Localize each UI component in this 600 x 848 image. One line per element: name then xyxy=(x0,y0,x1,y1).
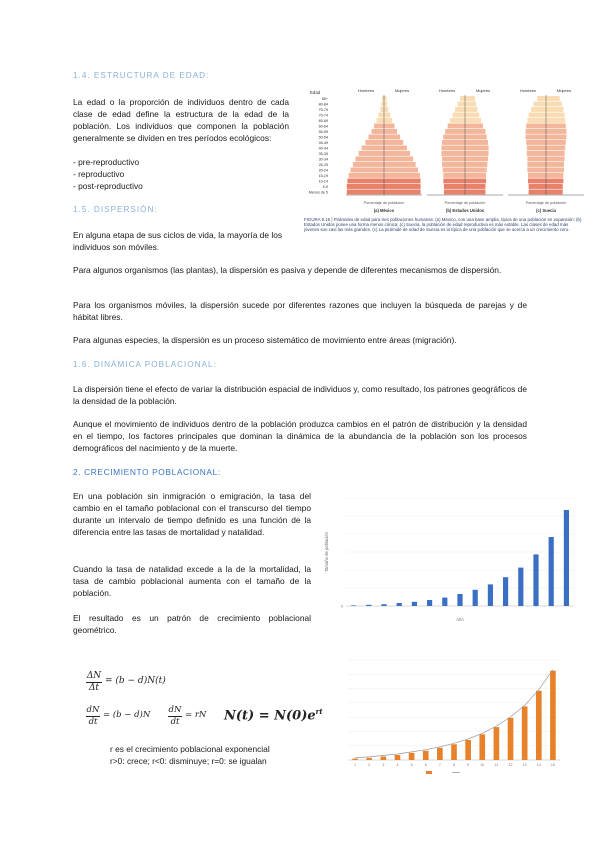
pyramid-bar-female xyxy=(546,179,563,184)
pyramid-bar-female xyxy=(546,113,565,118)
pyramid-bar-female xyxy=(384,113,390,118)
pyramid-bar-female xyxy=(546,129,566,134)
pyramid-bar-female xyxy=(546,124,566,129)
pyramid-bar-male xyxy=(353,162,384,167)
pyramid-bar-female xyxy=(546,190,563,195)
pyramid-bar-female xyxy=(465,113,479,118)
dynamics-paragraph-2: Aunque el movimiento de individuos dentro de la población produzca cambios en el patrón de distribución y la densidad en el tiempo, los factores principales que dominan la dinámica de la abundancia de la población son los procesos demográficos del nacimiento y de la muerte. xyxy=(73,419,527,453)
chart2-bar xyxy=(550,671,556,760)
pyramid-bar-male xyxy=(359,151,384,156)
chart2-bar xyxy=(508,718,514,760)
period-item: - pre-reproductivo xyxy=(73,157,140,167)
pyramid-bar-female xyxy=(465,124,483,129)
growth-paragraph-1: En una población sin inmigración o emigración, la tasa del cambio en el tamaño poblacional con el transcurso del tiempo durante un intervalo de tiempo definido es una función de la diferencia entre las tasas de mortalidad y natalidad. xyxy=(73,491,311,537)
chart2-bar xyxy=(479,734,485,760)
age-tick-label: 45-49 xyxy=(318,141,328,146)
equation-continuous xyxy=(86,705,166,729)
pyramid-bar-male xyxy=(453,113,465,118)
chart1-bar xyxy=(366,605,371,606)
pyramid-bar-male xyxy=(374,124,384,129)
pyramid-bar-female xyxy=(465,179,486,184)
eq2-denominator: dt xyxy=(88,717,98,727)
chart1-y-tick-label: 0 xyxy=(340,603,343,609)
pyramid-bar-female xyxy=(465,151,489,156)
pyramid-bar-male xyxy=(458,102,465,107)
ecological-periods-list xyxy=(73,156,143,192)
pyramid-bar-male xyxy=(529,190,546,195)
pyramid-bar-female xyxy=(546,140,566,145)
pyramid-x-axis-label: Porcentaje de población xyxy=(363,201,405,205)
pyramid-bar-male xyxy=(526,140,546,145)
age-tick-label: 70-74 xyxy=(318,113,328,118)
pyramid-bar-male xyxy=(349,173,384,178)
pyramid-left-label: Hombres xyxy=(519,88,537,93)
pyramid-bar-male xyxy=(369,135,385,140)
pyramid-bar-female xyxy=(384,190,421,195)
chart2-bar xyxy=(352,759,358,760)
pyramid-bar-female xyxy=(465,118,481,123)
pyramid-bar-male xyxy=(460,96,465,101)
eq4-exponent: rt xyxy=(315,707,323,716)
exponential-growth-bar-chart xyxy=(334,654,580,778)
age-tick-label: 5-9 xyxy=(322,185,328,190)
eq2-numerator: dN xyxy=(86,705,100,715)
pyramid-bar-male xyxy=(378,113,384,118)
pyramid-bar-male xyxy=(448,124,465,129)
chart2-x-tick-label: 7 xyxy=(438,763,441,767)
chart2-x-tick-label: 13 xyxy=(522,763,527,767)
eq3-rhs: = rN xyxy=(185,710,207,720)
pyramid-bar-male xyxy=(444,190,465,195)
age-tick-label: 65-69 xyxy=(318,119,328,124)
age-pyramids-figure xyxy=(304,82,586,216)
eq1-rhs: = (b − d)N(t) xyxy=(105,676,166,686)
pyramid-bar-male xyxy=(528,179,546,184)
pyramid-bar-male xyxy=(351,168,384,173)
age-tick-label: 10-14 xyxy=(318,179,328,184)
pyramid-bar-male xyxy=(537,96,546,101)
pyramid-bar-female xyxy=(546,184,563,189)
pyramid-right-label: Mujeres xyxy=(556,88,572,93)
pyramid-bar-male xyxy=(528,173,546,178)
chart1-bar xyxy=(442,598,447,606)
pyramid-bar-female xyxy=(465,184,485,189)
pyramid-bar-male xyxy=(527,146,546,151)
chart2-x-tick-label: 4 xyxy=(396,763,399,767)
chart1-bar xyxy=(412,602,417,606)
section-heading-1-6: 1.6. DINÁMICA POBLACIONAL: xyxy=(73,360,217,369)
pyramid-bar-female xyxy=(384,173,420,178)
pyramid-caption: (c) Suecia xyxy=(536,208,556,213)
growth-rate-note: r es el crecimiento poblacional exponencial xyxy=(110,744,270,754)
equation-rN xyxy=(168,705,218,729)
equation-discrete xyxy=(86,671,196,695)
age-tick-label: 55-59 xyxy=(318,130,328,135)
equation-exponential xyxy=(224,707,323,723)
chart2-x-tick-label: 11 xyxy=(494,763,499,767)
chart2-bar xyxy=(494,727,500,760)
pyramid-bar-male xyxy=(526,129,546,134)
pyramid-bar-female xyxy=(465,146,489,151)
chart2-x-tick-label: 10 xyxy=(480,763,485,767)
pyramid-bar-male xyxy=(380,107,384,112)
pyramid-bar-male xyxy=(527,162,546,167)
pyramid-bar-female xyxy=(384,129,397,134)
period-item: - reproductivo xyxy=(73,169,125,179)
pyramid-left-label: Hombres xyxy=(438,88,456,93)
chart1-x-axis-title: Año xyxy=(456,617,464,622)
eq3-numerator: dN xyxy=(168,705,182,715)
pyramid-bar-male xyxy=(529,113,546,118)
pyramid-bar-male xyxy=(526,124,546,129)
dispersion-paragraph-3: Para los organismos móviles, la dispersión sucede por diferentes razones que incluyen la búsqueda de parejas y de hábitat libres. xyxy=(73,300,527,322)
age-tick-label: 30-34 xyxy=(318,157,328,162)
pyramid-bar-female xyxy=(465,129,485,134)
chart2-bar xyxy=(536,691,542,760)
pyramid-bar-female xyxy=(465,157,488,162)
pyramid-bar-female xyxy=(465,168,487,173)
pyramid-figure-caption: FIGURA 9.15 | Pirámides de edad para tres poblaciones humanas: (a) México, con una base amplia, típica de una población en expansión; (b) Estados Unidos posee una forma menos cónica; (c) Suecia, la población de edad reproductiva es más estable. Las clases de edad más jóvenes son casi las más grandes. (c) La pirámide de edad de Suecia es la típica de una población que se acerca a un crecimiento cero. xyxy=(304,217,582,233)
chart1-bar xyxy=(457,594,462,606)
section-heading-1-4: 1.4. ESTRUCTURA DE EDAD: xyxy=(73,71,210,80)
chart1-bar xyxy=(381,604,386,606)
chart2-x-tick-label: 1 xyxy=(354,763,357,767)
pyramid-bar-male xyxy=(347,184,384,189)
pyramid-bar-female xyxy=(546,162,564,167)
pyramid-bar-male xyxy=(441,146,465,151)
pyramid-bar-male xyxy=(382,96,384,101)
pyramid-x-axis-label: Porcentaje de población xyxy=(444,201,486,205)
pyramid-bar-male xyxy=(382,102,384,107)
age-tick-label: 75-79 xyxy=(318,108,328,113)
chart1-bar xyxy=(473,590,478,606)
pyramid-bar-male xyxy=(527,157,546,162)
pyramid-bar-female xyxy=(384,151,410,156)
age-tick-label: 25-29 xyxy=(318,163,328,168)
age-tick-label: 60-64 xyxy=(318,124,328,129)
pyramid-bar-female xyxy=(465,162,487,167)
pyramid-bar-male xyxy=(442,140,465,145)
chart1-bar xyxy=(549,537,554,606)
chart1-bar xyxy=(427,600,432,606)
pyramid-bar-male xyxy=(442,162,465,167)
pyramid-bar-female xyxy=(384,162,416,167)
chart2-x-tick-label: 6 xyxy=(424,763,427,767)
chart2-bar xyxy=(366,758,372,760)
pyramid-bar-male xyxy=(365,140,384,145)
eq2-rhs: = (b − d)N xyxy=(103,710,151,720)
chart2-x-tick-label: 3 xyxy=(382,763,385,767)
pyramid-bar-female xyxy=(546,107,563,112)
chart2-bar xyxy=(409,753,415,760)
pyramid-bar-female xyxy=(465,190,485,195)
pyramid-bar-female xyxy=(384,124,395,129)
chart1-bar xyxy=(351,605,356,606)
chart2-bar xyxy=(522,706,528,760)
pyramid-x-axis-label: Porcentaje de población xyxy=(525,201,567,205)
dispersion-paragraph-2: Para algunos organismos (las plantas), la dispersión es pasiva y depende de diferentes mecanismos de dispersión. xyxy=(73,265,502,275)
pyramid-bar-female xyxy=(384,135,400,140)
age-tick-label: 40-44 xyxy=(318,146,328,151)
pyramid-bar-female xyxy=(465,135,487,140)
eq1-numerator: ΔN xyxy=(86,671,102,681)
pyramid-left-label: Hombres xyxy=(357,88,375,93)
pyramid-right-label: Mujeres xyxy=(475,88,491,93)
pyramid-bar-female xyxy=(384,157,413,162)
pyramid-bar-male xyxy=(526,135,546,140)
chart1-y-axis-title: Tamaño de población xyxy=(324,532,329,572)
pyramid-bar-male xyxy=(347,190,384,195)
chart1-bar xyxy=(397,603,402,606)
eq3-denominator: dt xyxy=(170,717,180,727)
pyramid-bar-male xyxy=(372,129,384,134)
pyramid-bar-female xyxy=(465,102,476,107)
pyramid-bar-female xyxy=(546,157,565,162)
chart2-legend-swatch-bars xyxy=(426,771,432,774)
pyramid-bar-female xyxy=(546,135,566,140)
pyramid-right-label: Mujeres xyxy=(394,88,410,93)
pyramid-bar-male xyxy=(377,118,384,123)
chart1-bar xyxy=(503,577,508,606)
geometric-growth-bar-chart xyxy=(322,492,580,624)
chart1-bar xyxy=(564,510,569,606)
chart2-x-tick-label: 2 xyxy=(368,763,371,767)
pyramid-bar-female xyxy=(465,96,475,101)
chart1-bar xyxy=(518,568,523,606)
age-tick-label: 50-54 xyxy=(318,135,328,140)
chart2-x-tick-label: 5 xyxy=(410,763,413,767)
pyramid-bar-female xyxy=(465,173,486,178)
dynamics-paragraph-1: La dispersión tiene el efecto de variar la distribución espacial de individuos y, como resultado, los patrones geográficos de la densidad de la población. xyxy=(73,384,527,406)
chart2-bar xyxy=(381,756,387,760)
pyramid-bar-male xyxy=(355,157,384,162)
pyramid-bar-female xyxy=(384,96,386,101)
pyramid-bar-female xyxy=(384,184,421,189)
age-tick-label: 15-19 xyxy=(318,174,328,179)
age-structure-paragraph: La edad o la proporción de individuos dentro de cada clase de edad define la estructura de la edad de la población. Los individuos que componen la población generalmente se dividen en tres períodos ecológicos: xyxy=(73,97,289,143)
pyramid-bar-female xyxy=(546,102,562,107)
pyramid-bar-female xyxy=(546,168,564,173)
pyramid-bar-male xyxy=(527,118,546,123)
pyramid-bar-male xyxy=(443,173,465,178)
chart2-bar xyxy=(423,751,429,760)
pyramid-bar-male xyxy=(443,168,465,173)
pyramid-bar-male xyxy=(445,129,465,134)
dispersion-paragraph-1: En alguna etapa de sus ciclos de vida, la mayoría de los individuos son móviles. xyxy=(73,230,283,252)
chart2-bar xyxy=(451,744,457,760)
pyramid-bar-male xyxy=(347,179,384,184)
pyramid-bar-male xyxy=(444,184,465,189)
period-item: - post-reproductivo xyxy=(73,181,143,191)
pyramid-bar-female xyxy=(465,107,477,112)
chart2-x-tick-label: 14 xyxy=(536,763,541,767)
age-tick-label: 35-39 xyxy=(318,152,328,157)
pyramid-bar-male xyxy=(527,168,546,173)
pyramid-bar-male xyxy=(531,107,546,112)
age-tick-label: 85+ xyxy=(321,97,328,102)
pyramid-bar-male xyxy=(529,184,546,189)
pyramid-bar-female xyxy=(384,168,418,173)
chart2-bar xyxy=(437,748,443,760)
age-tick-label: 80-84 xyxy=(318,102,328,107)
age-tick-label: 20-24 xyxy=(318,168,328,173)
section-heading-2: 2. CRECIMIENTO POBLACIONAL: xyxy=(73,467,221,477)
pyramid-bar-female xyxy=(546,96,560,101)
chart2-bar xyxy=(465,740,471,760)
section-heading-1-5: 1.5. DISPERSIÓN: xyxy=(73,205,158,214)
pyramid-bar-male xyxy=(441,151,465,156)
pyramid-bar-female xyxy=(384,107,388,112)
pyramid-bar-female xyxy=(546,173,563,178)
pyramid-bar-female xyxy=(384,146,407,151)
pyramid-bar-female xyxy=(384,140,403,145)
chart2-x-tick-label: 15 xyxy=(550,763,555,767)
growth-rate-conditions: r>0: crece; r<0: disminuye; r=0: se igualan xyxy=(110,756,267,766)
pyramid-caption: (b) Estados Unidos xyxy=(445,208,485,213)
pyramid-bar-male xyxy=(443,135,465,140)
pyramid-bar-female xyxy=(546,151,565,156)
pyramid-bar-male xyxy=(443,179,465,184)
chart1-bar xyxy=(488,584,493,606)
pyramid-bar-male xyxy=(527,151,546,156)
pyramid-bar-female xyxy=(384,179,421,184)
chart2-x-tick-label: 9 xyxy=(467,763,470,767)
eq1-denominator: Δt xyxy=(88,683,100,693)
age-axis-title: Edad xyxy=(310,90,321,95)
pyramid-caption: (a) México xyxy=(373,208,395,213)
pyramid-bar-male xyxy=(455,107,465,112)
growth-paragraph-3: El resultado es un patrón de crecimiento poblacional geométrico. xyxy=(73,613,311,635)
chart2-x-tick-label: 8 xyxy=(453,763,455,767)
pyramid-bar-female xyxy=(384,118,392,123)
pyramid-bar-male xyxy=(450,118,465,123)
chart2-bar xyxy=(395,755,401,760)
pyramid-bar-female xyxy=(546,146,565,151)
pyramid-bar-female xyxy=(465,140,488,145)
chart2-x-tick-label: 12 xyxy=(508,763,513,767)
growth-paragraph-2: Cuando la tasa de natalidad excede a la de la mortalidad, la tasa de cambio poblacional aumenta con el tamaño de la población. xyxy=(73,564,311,598)
eq4-base: N(t) = N(0)e xyxy=(224,708,316,724)
chart1-bar xyxy=(533,554,538,606)
pyramid-bar-male xyxy=(362,146,384,151)
pyramid-bar-male xyxy=(534,102,546,107)
pyramid-bar-male xyxy=(442,157,465,162)
pyramid-bar-female xyxy=(546,118,565,123)
age-tick-label: Menos de 5 xyxy=(308,190,328,195)
dispersion-paragraph-4: Para algunas especies, la dispersión es un proceso sistemático de movimiento entre áreas (migración). xyxy=(73,335,457,345)
pyramid-bar-female xyxy=(384,102,387,107)
